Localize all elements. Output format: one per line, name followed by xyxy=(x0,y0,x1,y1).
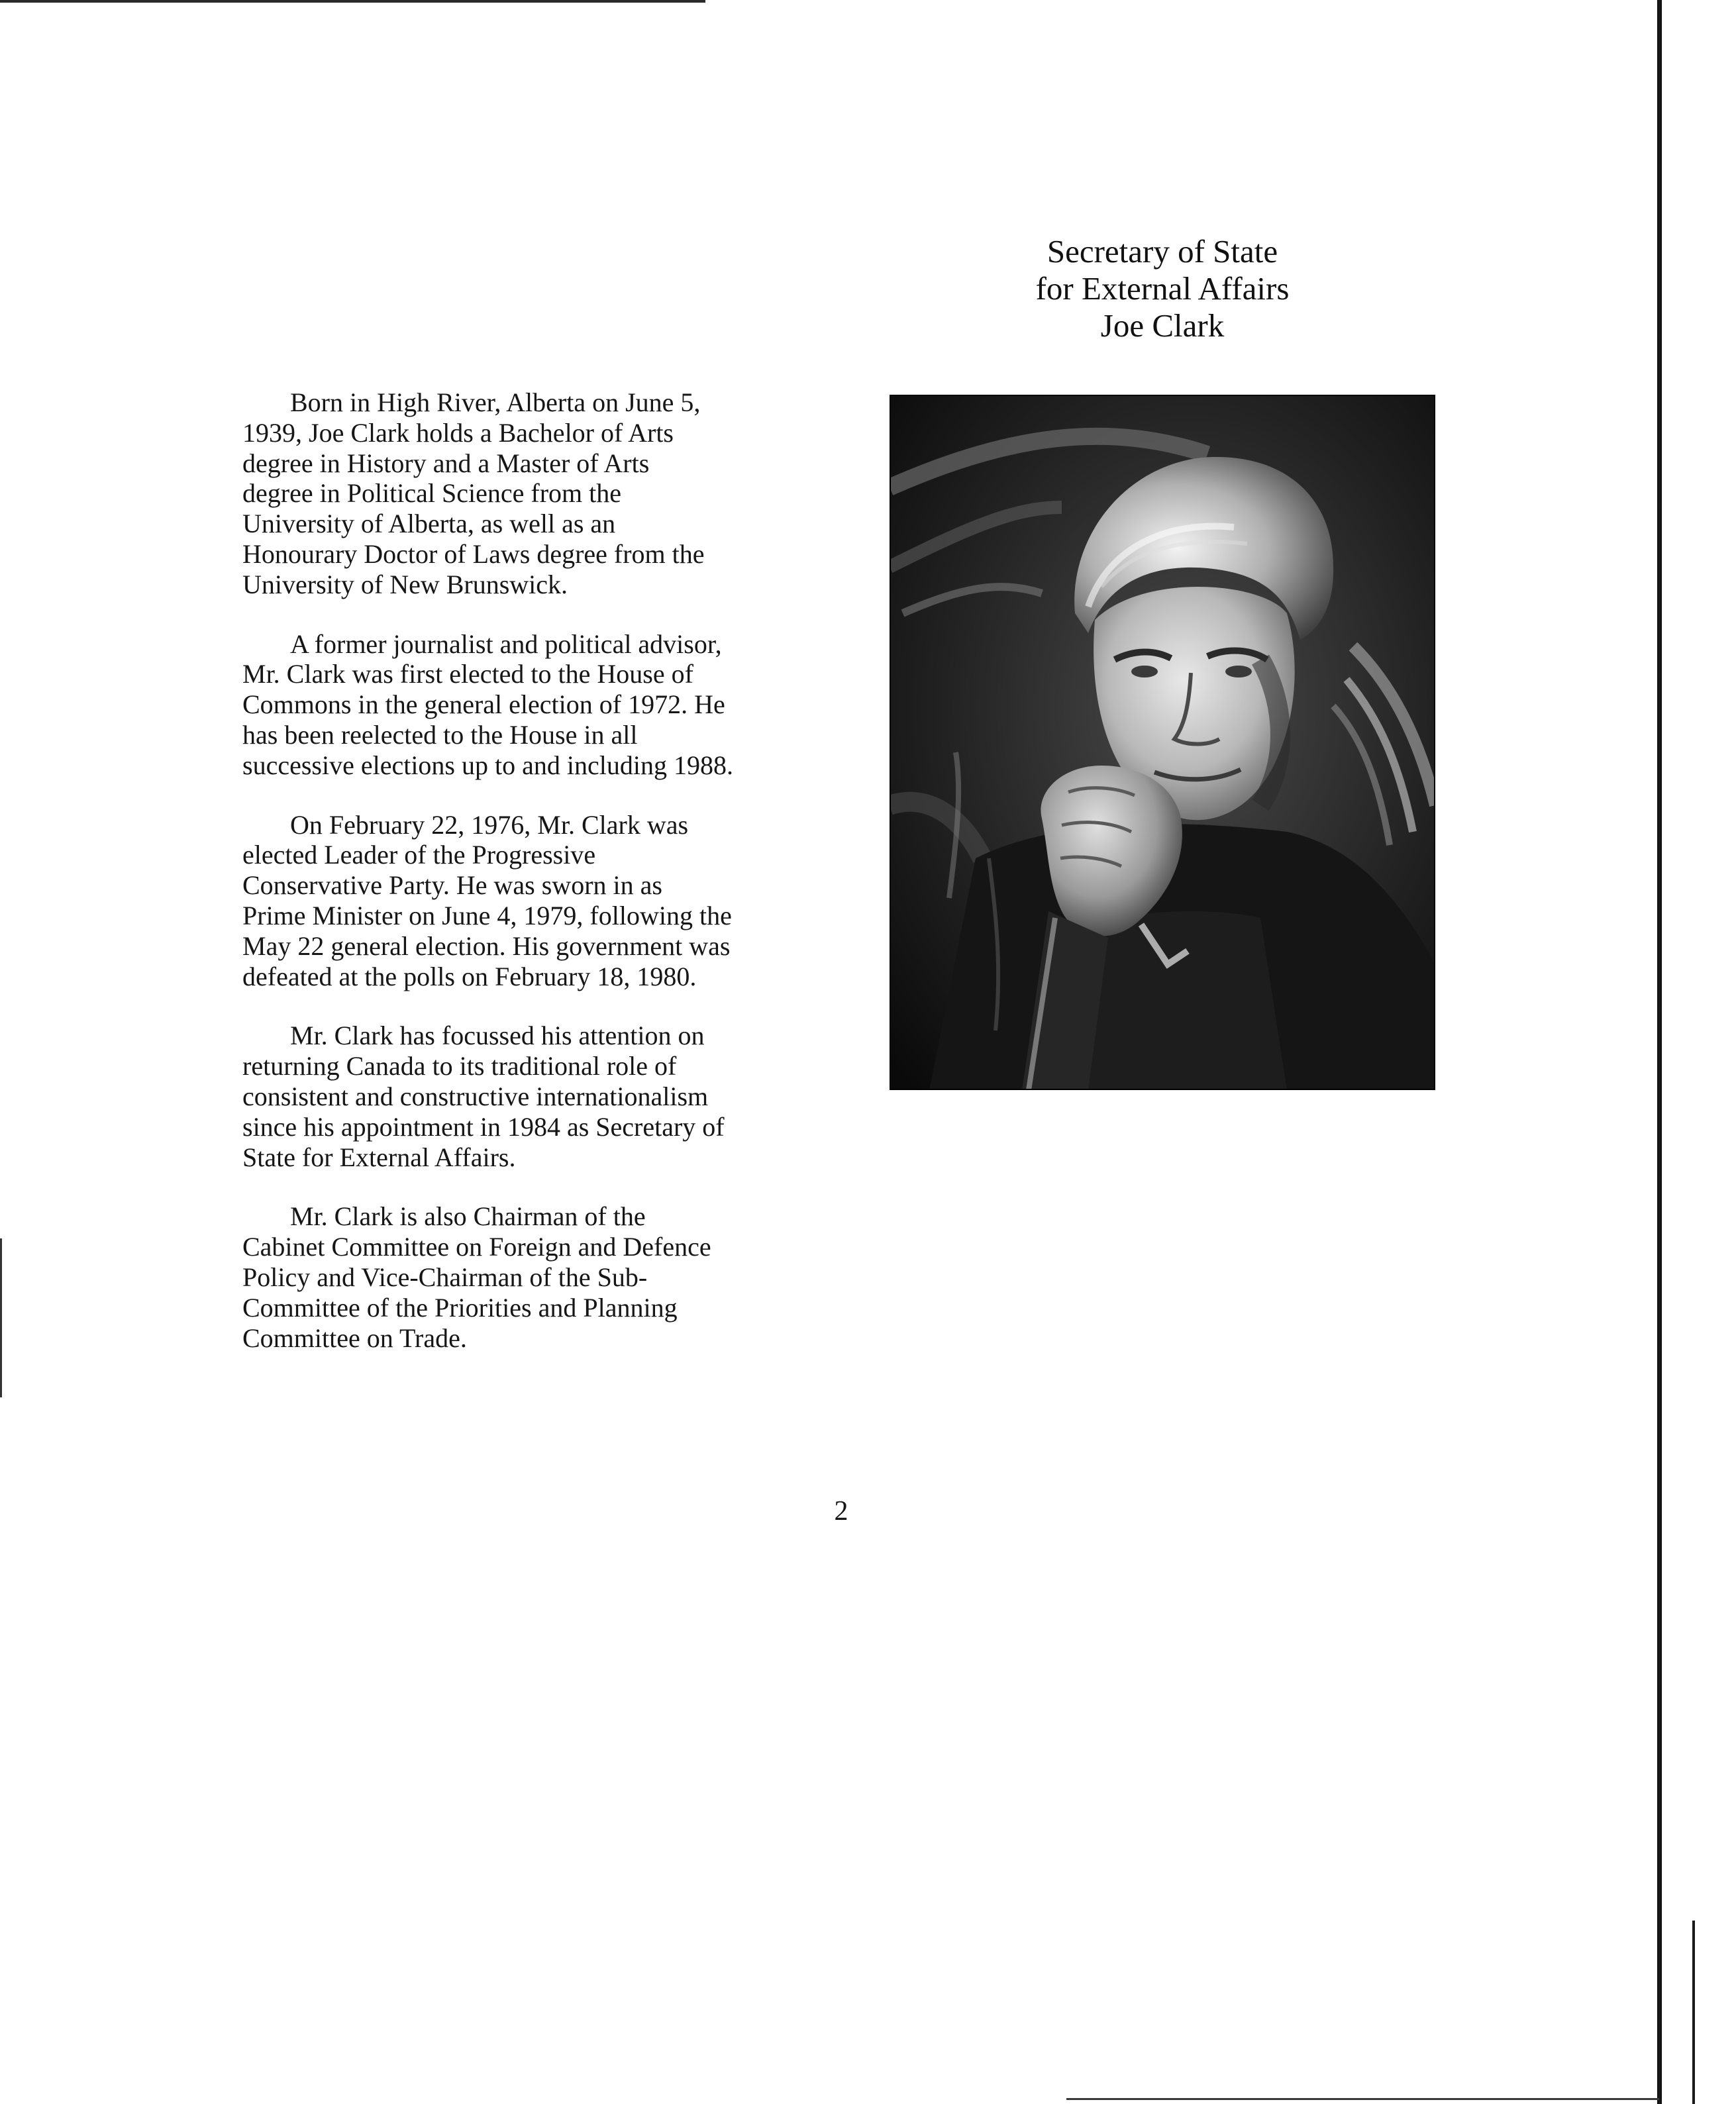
text-line: degree in Political Science from the xyxy=(242,478,622,509)
text-line: Mr. Clark has focussed his attention on xyxy=(290,1021,705,1051)
text-line: degree in History and a Master of Arts xyxy=(242,448,650,478)
text-line: since his appointment in 1984 as Secretary of xyxy=(242,1111,725,1142)
text-line: May 22 general election. His government was xyxy=(242,930,731,961)
scan-left-mark xyxy=(0,1238,2,1397)
biography-text xyxy=(242,387,825,1382)
text-line: Born in High River, Alberta on June 5, xyxy=(290,387,701,417)
text-line: consistent and constructive internationalism xyxy=(242,1081,709,1111)
scan-right-bottom-mark xyxy=(1692,1921,1695,2104)
text-line: returning Canada to its traditional role of xyxy=(242,1051,677,1081)
paragraph-birth-education xyxy=(242,387,825,600)
title-line-2: for External Affairs xyxy=(1035,270,1290,307)
scan-bottom-rule xyxy=(1066,2098,1659,2100)
title-line-3: Joe Clark xyxy=(1100,307,1225,344)
text-line: Honourary Doctor of Laws degree from the xyxy=(242,538,705,569)
text-line: Conservative Party. He was sworn in as xyxy=(242,870,662,901)
text-line: Committee of the Priorities and Planning xyxy=(242,1292,678,1323)
text-line: Prime Minister on June 4, 1979, following the xyxy=(242,900,732,930)
paragraph-prime-minister xyxy=(242,810,825,992)
text-line: On February 22, 1976, Mr. Clark was xyxy=(290,809,689,840)
scan-right-edge xyxy=(1657,0,1662,2104)
portrait-photo xyxy=(890,395,1435,1090)
page-title xyxy=(954,233,1371,344)
text-line: defeated at the polls on February 18, 1980. xyxy=(242,961,697,991)
text-line: 1939, Joe Clark holds a Bachelor of Arts xyxy=(242,417,674,448)
text-line: has been reelected to the House in all xyxy=(242,719,638,750)
title-line-1: Secretary of State xyxy=(1047,233,1278,270)
portrait-illustration xyxy=(890,395,1435,1090)
text-line: State for External Affairs. xyxy=(242,1142,516,1172)
text-line: University of New Brunswick. xyxy=(242,569,568,599)
text-line: Policy and Vice-Chairman of the Sub- xyxy=(242,1262,648,1292)
text-line: Cabinet Committee on Foreign and Defence xyxy=(242,1232,711,1262)
text-line: successive elections up to and including 1988. xyxy=(242,750,733,780)
paragraph-committees xyxy=(242,1201,825,1353)
text-line: Committee on Trade. xyxy=(242,1323,467,1353)
text-line: Mr. Clark was first elected to the House of xyxy=(242,659,693,689)
text-line: elected Leader of the Progressive xyxy=(242,840,596,870)
scan-top-rule xyxy=(0,0,705,3)
paragraph-external-affairs xyxy=(242,1021,825,1172)
text-line: Commons in the general election of 1972. He xyxy=(242,689,725,720)
text-line: Mr. Clark is also Chairman of the xyxy=(290,1201,646,1232)
page-number: 2 xyxy=(834,1496,848,1527)
text-line: A former journalist and political advisor, xyxy=(290,628,722,659)
paragraph-election xyxy=(242,629,825,781)
text-line: University of Alberta, as well as an xyxy=(242,509,616,539)
